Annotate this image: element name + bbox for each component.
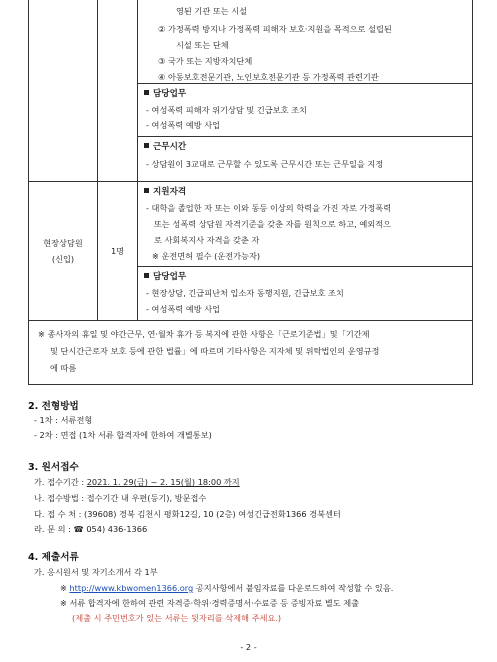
list-item: 다. 접 수 처 : (39608) 경북 김천시 평화12길, 10 (2층) 여성긴급전화1366 경북센터 xyxy=(34,509,341,519)
square-bullet-icon xyxy=(144,143,149,148)
list-item xyxy=(60,583,393,594)
table-note: ※ 종사자의 휴일 및 야간근무, 연·월차 휴가 등 복지에 관한 사항은「근로기준법」및「기간제 xyxy=(38,329,370,339)
table-divider xyxy=(137,136,472,137)
table-text: - 대학을 졸업한 자 또는 이와 동등 이상의 학력을 가진 자로 가정폭력 xyxy=(146,203,392,213)
square-bullet-icon xyxy=(144,188,149,193)
table-text: ③ 국가 또는 지방자치단체 xyxy=(158,56,253,66)
qualification-label: 지원자격 xyxy=(153,187,187,197)
work-hours-label: 근무시간 xyxy=(153,142,187,152)
website-link[interactable]: http://www.kbwomen1366.org xyxy=(69,583,194,593)
duty-heading xyxy=(144,272,186,283)
list-item: ※ 서류 합격자에 한하여 관련 자격증·학위·경력증명서·수료증 등 증빙자료 별도 제출 xyxy=(60,598,360,608)
list-item: 가. 응시원서 및 자기소개서 각 1부 xyxy=(34,567,158,577)
table-text: - 여성폭력 예방 사업 xyxy=(146,120,221,130)
page-number: - 2 - xyxy=(240,642,257,652)
table-text: 시설 또는 단체 xyxy=(176,40,229,50)
table-text: ④ 아동보호전문기관, 노인보호전문기관 등 가정폭력 관련기관 xyxy=(158,72,379,82)
table-text: - 여성폭력 피해자 위기상담 및 긴급보호 조치 xyxy=(146,105,307,115)
table-divider xyxy=(28,181,473,182)
table-divider xyxy=(137,0,138,181)
table-note: 에 따름 xyxy=(50,363,77,373)
table-divider xyxy=(97,0,98,181)
list-item: 나. 접수방법 : 접수기간 내 우편(등기), 방문접수 xyxy=(34,493,207,503)
table-divider xyxy=(137,83,472,84)
position-type: (신입) xyxy=(51,254,75,264)
duty-heading-label: 담당업무 xyxy=(153,272,187,282)
table-divider xyxy=(28,320,473,321)
section-title: 3. 원서접수 xyxy=(28,462,79,473)
warning-note: (제출 시 주민번호가 있는 서류는 뒷자리를 삭제해 주세요.) xyxy=(72,613,282,623)
square-bullet-icon xyxy=(144,273,149,278)
square-bullet-icon xyxy=(144,90,149,95)
table-text: - 여성폭력 예방 사업 xyxy=(146,304,221,314)
duty-heading xyxy=(144,89,186,100)
table-text: 로 사회복지사 자격을 갖춘 자 xyxy=(154,235,260,245)
phone-value: 054) 436-1366 xyxy=(86,524,148,534)
table-text: - 현장상담, 긴급피난처 입소자 동행지원, 긴급보호 조치 xyxy=(146,288,344,298)
duty-heading-label: 담당업무 xyxy=(153,89,187,99)
list-item xyxy=(34,477,240,488)
table-divider xyxy=(137,266,472,267)
phone-icon: ☎ xyxy=(73,524,84,534)
list-item xyxy=(34,524,147,535)
table-text: ② 가정폭력 방지나 가정폭력 피해자 보호·지원을 목적으로 설립된 xyxy=(158,24,392,34)
note-mark: ※ xyxy=(60,583,70,593)
table-text: ※ 운전면허 필수 (운전가능자) xyxy=(152,251,261,261)
position-name: 현장상담원 xyxy=(43,238,83,248)
note-text: 공지사항에서 붙임자료를 다운로드하여 작성할 수 있음. xyxy=(193,583,394,593)
table-note: 및 단시간근로자 보호 등에 관한 법률」에 따르며 기타사항은 지자체 및 위탁법인의 운영규정 xyxy=(50,346,380,356)
position-count: 1명 xyxy=(110,246,125,256)
table-divider xyxy=(137,181,138,320)
section-title: 2. 전형방법 xyxy=(28,401,79,412)
table-text: - 상담원이 3교대로 근무할 수 있도록 근무시간 또는 근무일을 지정 xyxy=(146,159,384,169)
qualification-heading xyxy=(144,187,186,198)
section-title: 4. 제출서류 xyxy=(28,552,79,563)
list-item: - 1차 : 서류전형 xyxy=(34,415,93,425)
work-hours-heading xyxy=(144,142,186,153)
table-text: 또는 성폭력 상담원 자격기준을 갖춘 자를 원칙으로 하고, 예외적으 xyxy=(154,219,391,229)
phone-label: 라. 문 의 : xyxy=(34,524,74,534)
period-label: 가. 접수기간 : xyxy=(34,477,87,487)
table-text: 영된 기관 또는 시설 xyxy=(176,6,248,16)
list-item: - 2차 : 면접 (1차 서류 합격자에 한하여 개별통보) xyxy=(34,430,212,440)
period-value: 2021. 1. 29(금) ~ 2. 15(월) 18:00 까지 xyxy=(86,477,240,487)
